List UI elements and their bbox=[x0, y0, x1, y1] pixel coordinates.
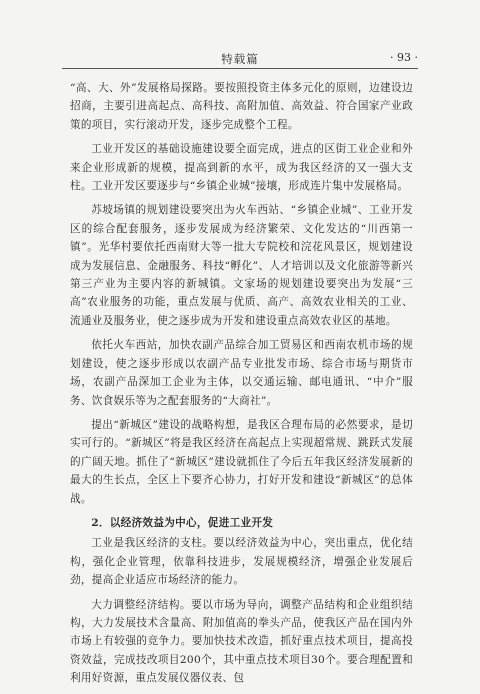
page-number: · 93 · bbox=[390, 51, 418, 64]
paragraph: 依托火车西站，加快农副产品综合加工贸易区和西南农机市场的规划建设，使之逐步形成以农副产品专业批发市场、综合市场与期货市场，农副产品深加工企业为主体，以交通运输、邮电通讯、“中介”服务、饮食娱乐等为之配套服务的“大商社”。 bbox=[70, 339, 413, 407]
paragraph: 大力调整经济结构。要以市场为导向，调整产品结构和企业组织结构，大力发展技术含量高、附加值高的拳头产品，使我区产品在国内外市场上有较强的竞争力。要加快技术改造，抓好重点技术项目，提高投资效益，完成技改项目200个，其中重点技术项目30个。要合理配置和利用好资源，重点发展仪器仪表、包 bbox=[70, 598, 413, 685]
running-header bbox=[62, 50, 418, 69]
body-text bbox=[70, 79, 413, 694]
paragraph: “高、大、外”发展格局探路。要按照投资主体多元化的原则，边建设边招商，主要引进高起点、高科技、高附加值、高效益、符合国家产业政策的项目，实行滚动开发，逐步完成整个工程。 bbox=[70, 82, 413, 131]
paragraph: 提出“新城区”建设的战略构想，是我区合理布局的必然要求，是切实可行的。“新城区”将是我区经济在高起点上实现超常规、跳跃式发展的广阔天地。抓住了“新城区”建设就抓住了今后五年我区经济发展新的最大的生长点，全区上下要齐心协力，打好开发和建设“新城区”的总体战。 bbox=[70, 418, 413, 505]
paragraph: 工业开发区的基础设施建设要全面完成，进点的区街工业企业和外来企业形成新的规模，提高到新的水平，成为我区经济的又一强大支柱。工业开发区要逐步与“乡镇企业城”接壤，形成连片集中发展格局。 bbox=[70, 143, 413, 193]
subsection-heading: 2．以经济效益为中心，促进工业开发 bbox=[91, 516, 274, 529]
section-title: 特载篇 bbox=[221, 52, 259, 66]
paragraph: 苏坡场镇的规划建设要突出为火车西站、“乡镇企业城”、工业开发区的综合配套服务，逐步发展成为经济繁荣、文化发达的“川西第一镇”。光华村要依托西南财大等一批大专院校和浣花风景区，规划建设成为发展信息、金融服务、科技“孵化”、人才培训以及文化旅游等新兴第三产业为主要内容的新城镇。文家场的规划建设要突出为发展“三高”农业服务的功能，重点发展与优质、高产、高效农业相关的工业、流通业及服务业，使之逐步成为开发和建设重点高效农业区的基地。 bbox=[70, 204, 413, 327]
paragraph: 工业是我区经济的支柱。要以经济效益为中心，突出重点，优化结构，强化企业管理，依靠科技进步，发展规模经济，增强企业发展后劲，提高企业适应市场经济的能力。 bbox=[70, 537, 413, 587]
